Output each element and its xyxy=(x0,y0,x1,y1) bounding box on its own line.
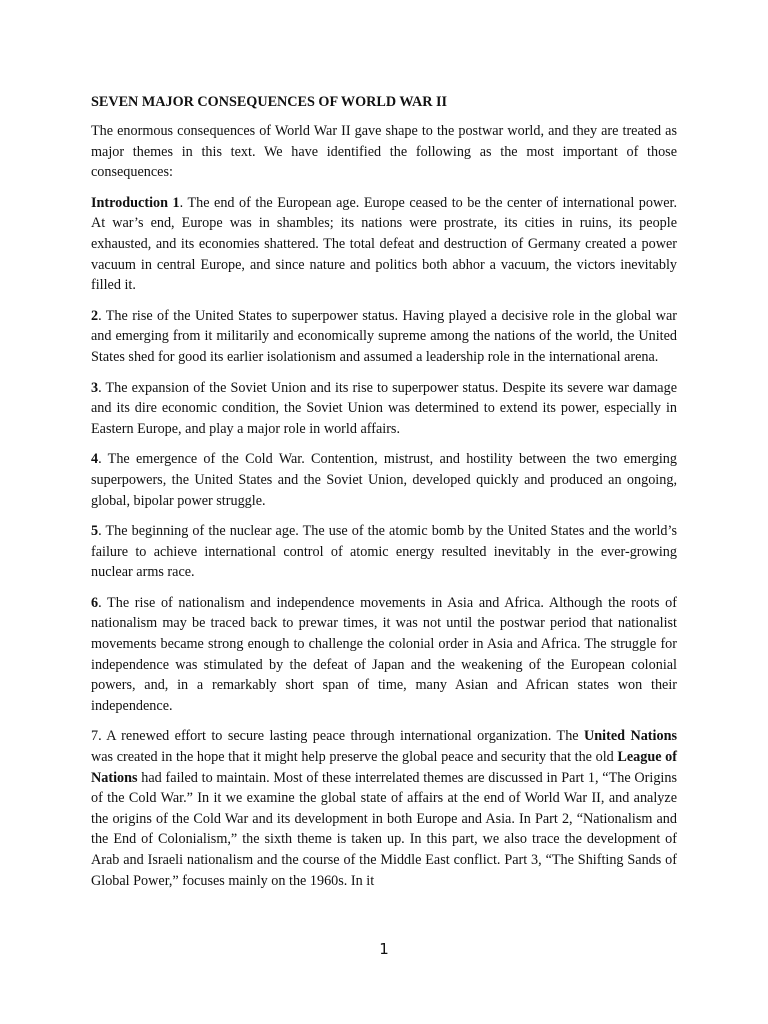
consequence-paragraph-2 xyxy=(91,306,677,368)
consequence-paragraph-6 xyxy=(91,593,677,717)
page-number: 1 xyxy=(379,940,389,958)
consequence-text-7c: had failed to maintain. Most of these interrelated themes are discussed in Part 1, “The Origins of the Cold War.” In it we examine the global state of affairs at the end of World War II, and analyze the origins of the Cold War and its development in both Europe and Asia. In Part 2, “Nationalism and the End of Colonialism,” the sixth theme is taken up. In this part, we also trace the development of Arab and Israeli nationalism and the course of the Middle East conflict. Part 3, “The Shifting Sands of Global Power,” focuses mainly on the 1960s. In it xyxy=(91,769,677,889)
consequence-label-4: 4 xyxy=(91,451,99,468)
consequence-text-6: . The rise of nationalism and independence movements in Asia and Africa. Although the roots of nationalism may be traced back to prewar times, it was not until the postwar period that nationalist movements became strong enough to challenge the colonial order in Asia and Africa. The struggle for independence was stimulated by the defeat of Japan and the weakening of the European colonial powers, and, in a remarkably short span of time, many Asian and African states won their independence. xyxy=(91,594,677,714)
consequence-text-2: . The rise of the United States to superpower status. Having played a decisive role in the global war and emerging from it militarily and economically supreme among the nations of the world, the United States shed for good its earlier isolationism and assumed a leadership role in the international arena. xyxy=(91,307,677,365)
consequence-label-5: 5 xyxy=(91,523,99,540)
consequence-label-3: 3 xyxy=(91,379,99,396)
consequence-text-3: . The expansion of the Soviet Union and its rise to superpower status. Despite its severe war damage and its dire economic condition, the Soviet Union was determined to extend its power, especially in Eastern Europe, and play a major role in world affairs. xyxy=(91,379,677,437)
consequence-paragraph-7 xyxy=(91,726,677,891)
consequence-text-5: . The beginning of the nuclear age. The use of the atomic bomb by the United States and the world’s failure to achieve international control of atomic energy resulted inevitably in the ever-growing nuclear arms race. xyxy=(91,523,677,581)
consequence-text-4: . The emergence of the Cold War. Contention, mistrust, and hostility between the two emerging superpowers, the United States and the Soviet Union, developed quickly and produced an ongoing, global, bipolar power struggle. xyxy=(91,451,677,509)
intro-paragraph: The enormous consequences of World War II gave shape to the postwar world, and they are treated as major themes in this text. We have identified the following as the most important of those consequences: xyxy=(91,123,677,181)
league-of-nations-term: League of Nations xyxy=(91,749,677,786)
consequence-paragraph-1 xyxy=(91,193,677,296)
consequence-label-6: 6 xyxy=(91,594,99,611)
consequence-text-7b: was created in the hope that it might help preserve the global peace and security that the old xyxy=(91,749,618,766)
consequence-label-1: Introduction 1 xyxy=(91,194,180,211)
document-page xyxy=(91,92,677,901)
consequence-paragraph-4 xyxy=(91,449,677,511)
consequence-text-1: . The end of the European age. Europe ceased to be the center of international power. At war’s end, Europe was in shambles; its nations were prostrate, its cities in ruins, its people exhausted, and its economies shattered. The total defeat and destruction of Germany created a power vacuum in central Europe, and since nature and politics both abhor a vacuum, the victors inevitably filled it. xyxy=(91,194,678,294)
consequence-paragraph-5 xyxy=(91,521,677,583)
consequence-paragraph-3 xyxy=(91,378,677,440)
consequence-text-7a: 7. A renewed effort to secure lasting peace through international organization. The xyxy=(91,728,585,745)
united-nations-term: United Nations xyxy=(584,728,677,745)
document-title: SEVEN MAJOR CONSEQUENCES OF WORLD WAR II xyxy=(91,94,448,110)
consequence-label-2: 2 xyxy=(91,307,99,324)
